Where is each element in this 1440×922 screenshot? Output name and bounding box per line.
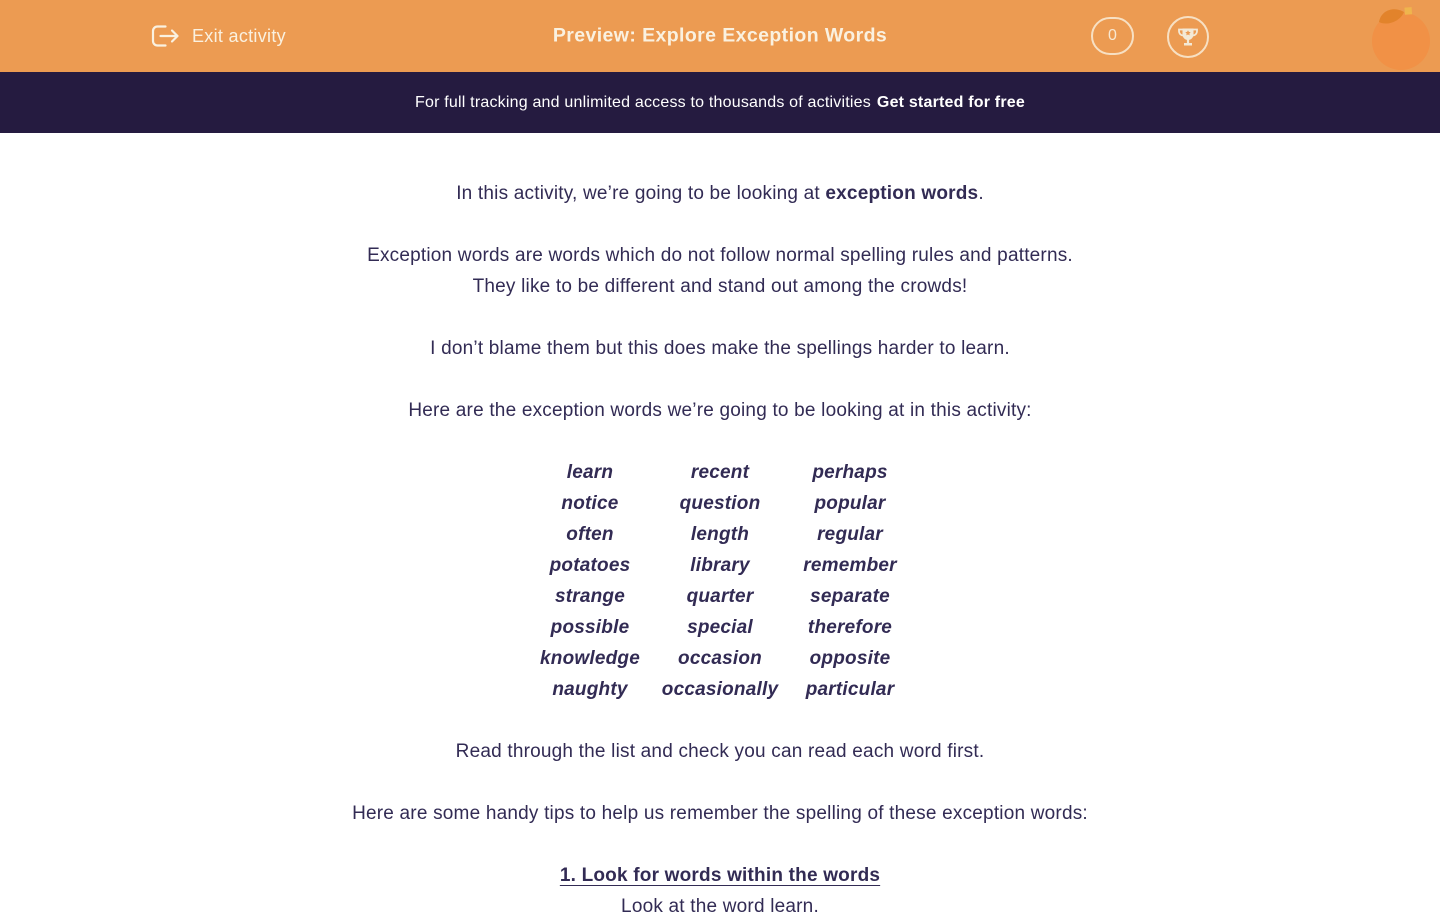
get-started-link[interactable]: Get started for free	[876, 93, 1025, 111]
exit-activity-button[interactable]	[148, 0, 286, 72]
word-item: quarter	[686, 586, 754, 607]
word-item: library	[690, 555, 750, 576]
word-item: knowledge	[540, 648, 640, 669]
word-item: therefore	[807, 617, 893, 638]
trophy-button[interactable]	[1167, 16, 1209, 58]
tips-intro-paragraph: Here are some handy tips to help us remember the spelling of these exception words:	[352, 803, 1088, 824]
promo-text: For full tracking and unlimited access to thousands of activities	[415, 93, 871, 111]
read-through-paragraph: Read through the list and check you can read each word first.	[455, 741, 985, 762]
word-item: recent	[690, 462, 750, 483]
intro-suffix: .	[978, 183, 984, 204]
word-item: special	[687, 617, 753, 638]
word-grid	[0, 457, 1440, 705]
word-item: remember	[803, 555, 897, 576]
brand-logo-orange-icon	[1368, 0, 1434, 72]
promo-banner	[0, 72, 1440, 133]
word-item: regular	[817, 524, 883, 545]
word-item: notice	[561, 493, 619, 514]
list-intro-paragraph: Here are the exception words we’re going to be looking at in this activity:	[408, 400, 1032, 421]
word-item: separate	[810, 586, 890, 607]
word-item: occasionally	[661, 679, 779, 700]
word-item: occasion	[678, 648, 762, 669]
definition-line-2: They like to be different and stand out among the crowds!	[472, 276, 968, 297]
intro-paragraph	[0, 178, 1440, 209]
trophy-icon	[1176, 25, 1200, 49]
word-item: length	[690, 524, 750, 545]
score-badge	[1091, 17, 1134, 55]
word-item: often	[566, 524, 614, 545]
word-item: opposite	[809, 648, 891, 669]
app-header	[0, 0, 1440, 72]
tip-1-line: Look at the word learn.	[621, 896, 819, 917]
intro-prefix: In this activity, we’re going to be looking at	[456, 183, 826, 204]
word-item: possible	[550, 617, 630, 638]
page-title: Preview: Explore Exception Words	[552, 24, 888, 47]
blame-paragraph: I don’t blame them but this does make the spellings harder to learn.	[430, 338, 1010, 359]
word-item: potatoes	[549, 555, 631, 576]
word-item: learn	[566, 462, 614, 483]
word-item: question	[679, 493, 761, 514]
intro-highlight: exception words	[825, 183, 979, 204]
tip-1-heading: 1. Look for words within the words	[559, 865, 881, 886]
word-item: perhaps	[812, 462, 888, 483]
definition-line-1: Exception words are words which do not follow normal spelling rules and patterns.	[367, 245, 1073, 266]
activity-content	[0, 133, 1440, 922]
word-item: strange	[554, 586, 626, 607]
score-value: 0	[1108, 27, 1117, 44]
word-item: naughty	[552, 679, 628, 700]
definition-paragraph	[0, 240, 1440, 302]
exit-icon	[148, 22, 181, 50]
word-item: popular	[814, 493, 886, 514]
word-item: particular	[805, 679, 895, 700]
exit-activity-label: Exit activity	[192, 25, 286, 46]
